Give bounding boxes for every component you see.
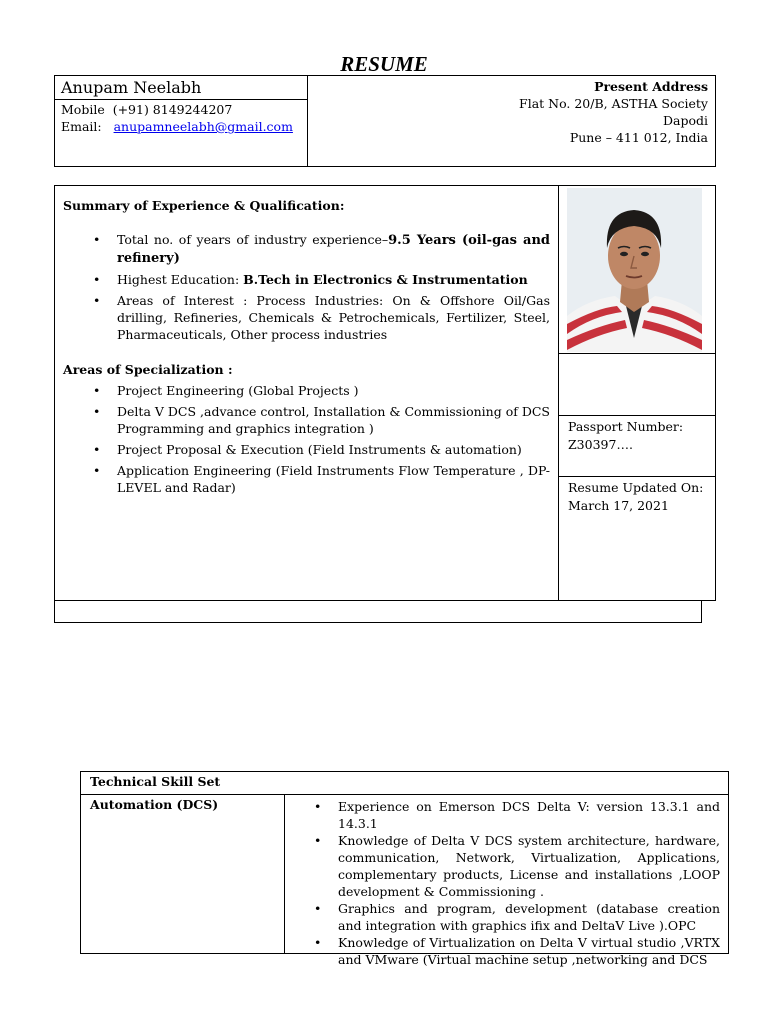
list-item: • Graphics and program, development (database creation and integration with graphics ifix and DeltaV Live ).OPC bbox=[306, 900, 720, 934]
address-heading: Present Address bbox=[594, 79, 708, 94]
address-line: Pune – 411 012, India bbox=[569, 130, 708, 145]
skill-list bbox=[306, 798, 720, 968]
summary-heading: Summary of Experience & Qualification: bbox=[63, 198, 345, 213]
summary-footer-row bbox=[54, 600, 702, 623]
email-label: Email: bbox=[61, 119, 102, 134]
list-item: • Knowledge of Virtualization on Delta V virtual studio ,VRTX and VMware (Virtual machine setup ,networking and DCS bbox=[306, 934, 720, 968]
email-link[interactable]: anupamneelabh@gmail.com bbox=[113, 119, 293, 134]
list-item: • Highest Education: B.Tech in Electronics & Instrumentation bbox=[63, 271, 550, 288]
list-item: • Application Engineering (Field Instruments Flow Temperature , DP-LEVEL and Radar) bbox=[63, 462, 550, 496]
address-line: Flat No. 20/B, ASTHA Society bbox=[519, 96, 708, 111]
email-line bbox=[61, 118, 293, 135]
updated-value: March 17, 2021 bbox=[568, 498, 669, 513]
list-item: • Delta V DCS ,advance control, Installation & Commissioning of DCS Programming and graphics integration ) bbox=[63, 403, 550, 437]
passport-value: Z30397…. bbox=[568, 437, 633, 452]
list-item: • Total no. of years of industry experience–9.5 Years (oil-gas and refinery) bbox=[63, 231, 550, 267]
list-item: • Knowledge of Delta V DCS system architecture, hardware, communication, Network, Virtualization, Applications, complementary products, License and installations ,LOOP development & Commissioning . bbox=[306, 832, 720, 900]
specialization-list bbox=[63, 382, 550, 496]
list-item: • Project Proposal & Execution (Field Instruments & automation) bbox=[63, 441, 550, 458]
profile-photo bbox=[567, 188, 702, 352]
passport-label: Passport Number: bbox=[568, 419, 684, 434]
candidate-name: Anupam Neelabh bbox=[54, 75, 308, 100]
table-column-divider bbox=[284, 795, 285, 954]
specialization-heading: Areas of Specialization : bbox=[63, 362, 233, 377]
summary-list bbox=[63, 231, 550, 343]
list-item: • Project Engineering (Global Projects ) bbox=[63, 382, 550, 399]
address-line: Dapodi bbox=[662, 113, 708, 128]
mobile-label: Mobile bbox=[61, 102, 105, 117]
mobile-line bbox=[61, 101, 293, 118]
passport-cell bbox=[558, 415, 716, 477]
page-title: RESUME bbox=[340, 52, 428, 76]
present-address bbox=[519, 78, 708, 146]
skill-category: Automation (DCS) bbox=[90, 797, 219, 812]
mobile-number: (+91) 8149244207 bbox=[112, 102, 233, 117]
technical-skill-heading: Technical Skill Set bbox=[80, 771, 729, 795]
list-item: • Experience on Emerson DCS Delta V: version 13.3.1 and 14.3.1 bbox=[306, 798, 720, 832]
skill-details bbox=[306, 798, 720, 968]
list-item: • Areas of Interest : Process Industries: On & Offshore Oil/Gas drilling, Refineries, Chemicals & Petrochemicals, Fertilizer, Steel, Pharmaceuticals, Other process industries bbox=[63, 292, 550, 343]
updated-cell bbox=[558, 476, 716, 601]
contact-info bbox=[61, 101, 293, 135]
side-empty-cell bbox=[558, 353, 716, 415]
updated-label: Resume Updated On: bbox=[568, 480, 704, 495]
summary-section bbox=[63, 198, 550, 500]
